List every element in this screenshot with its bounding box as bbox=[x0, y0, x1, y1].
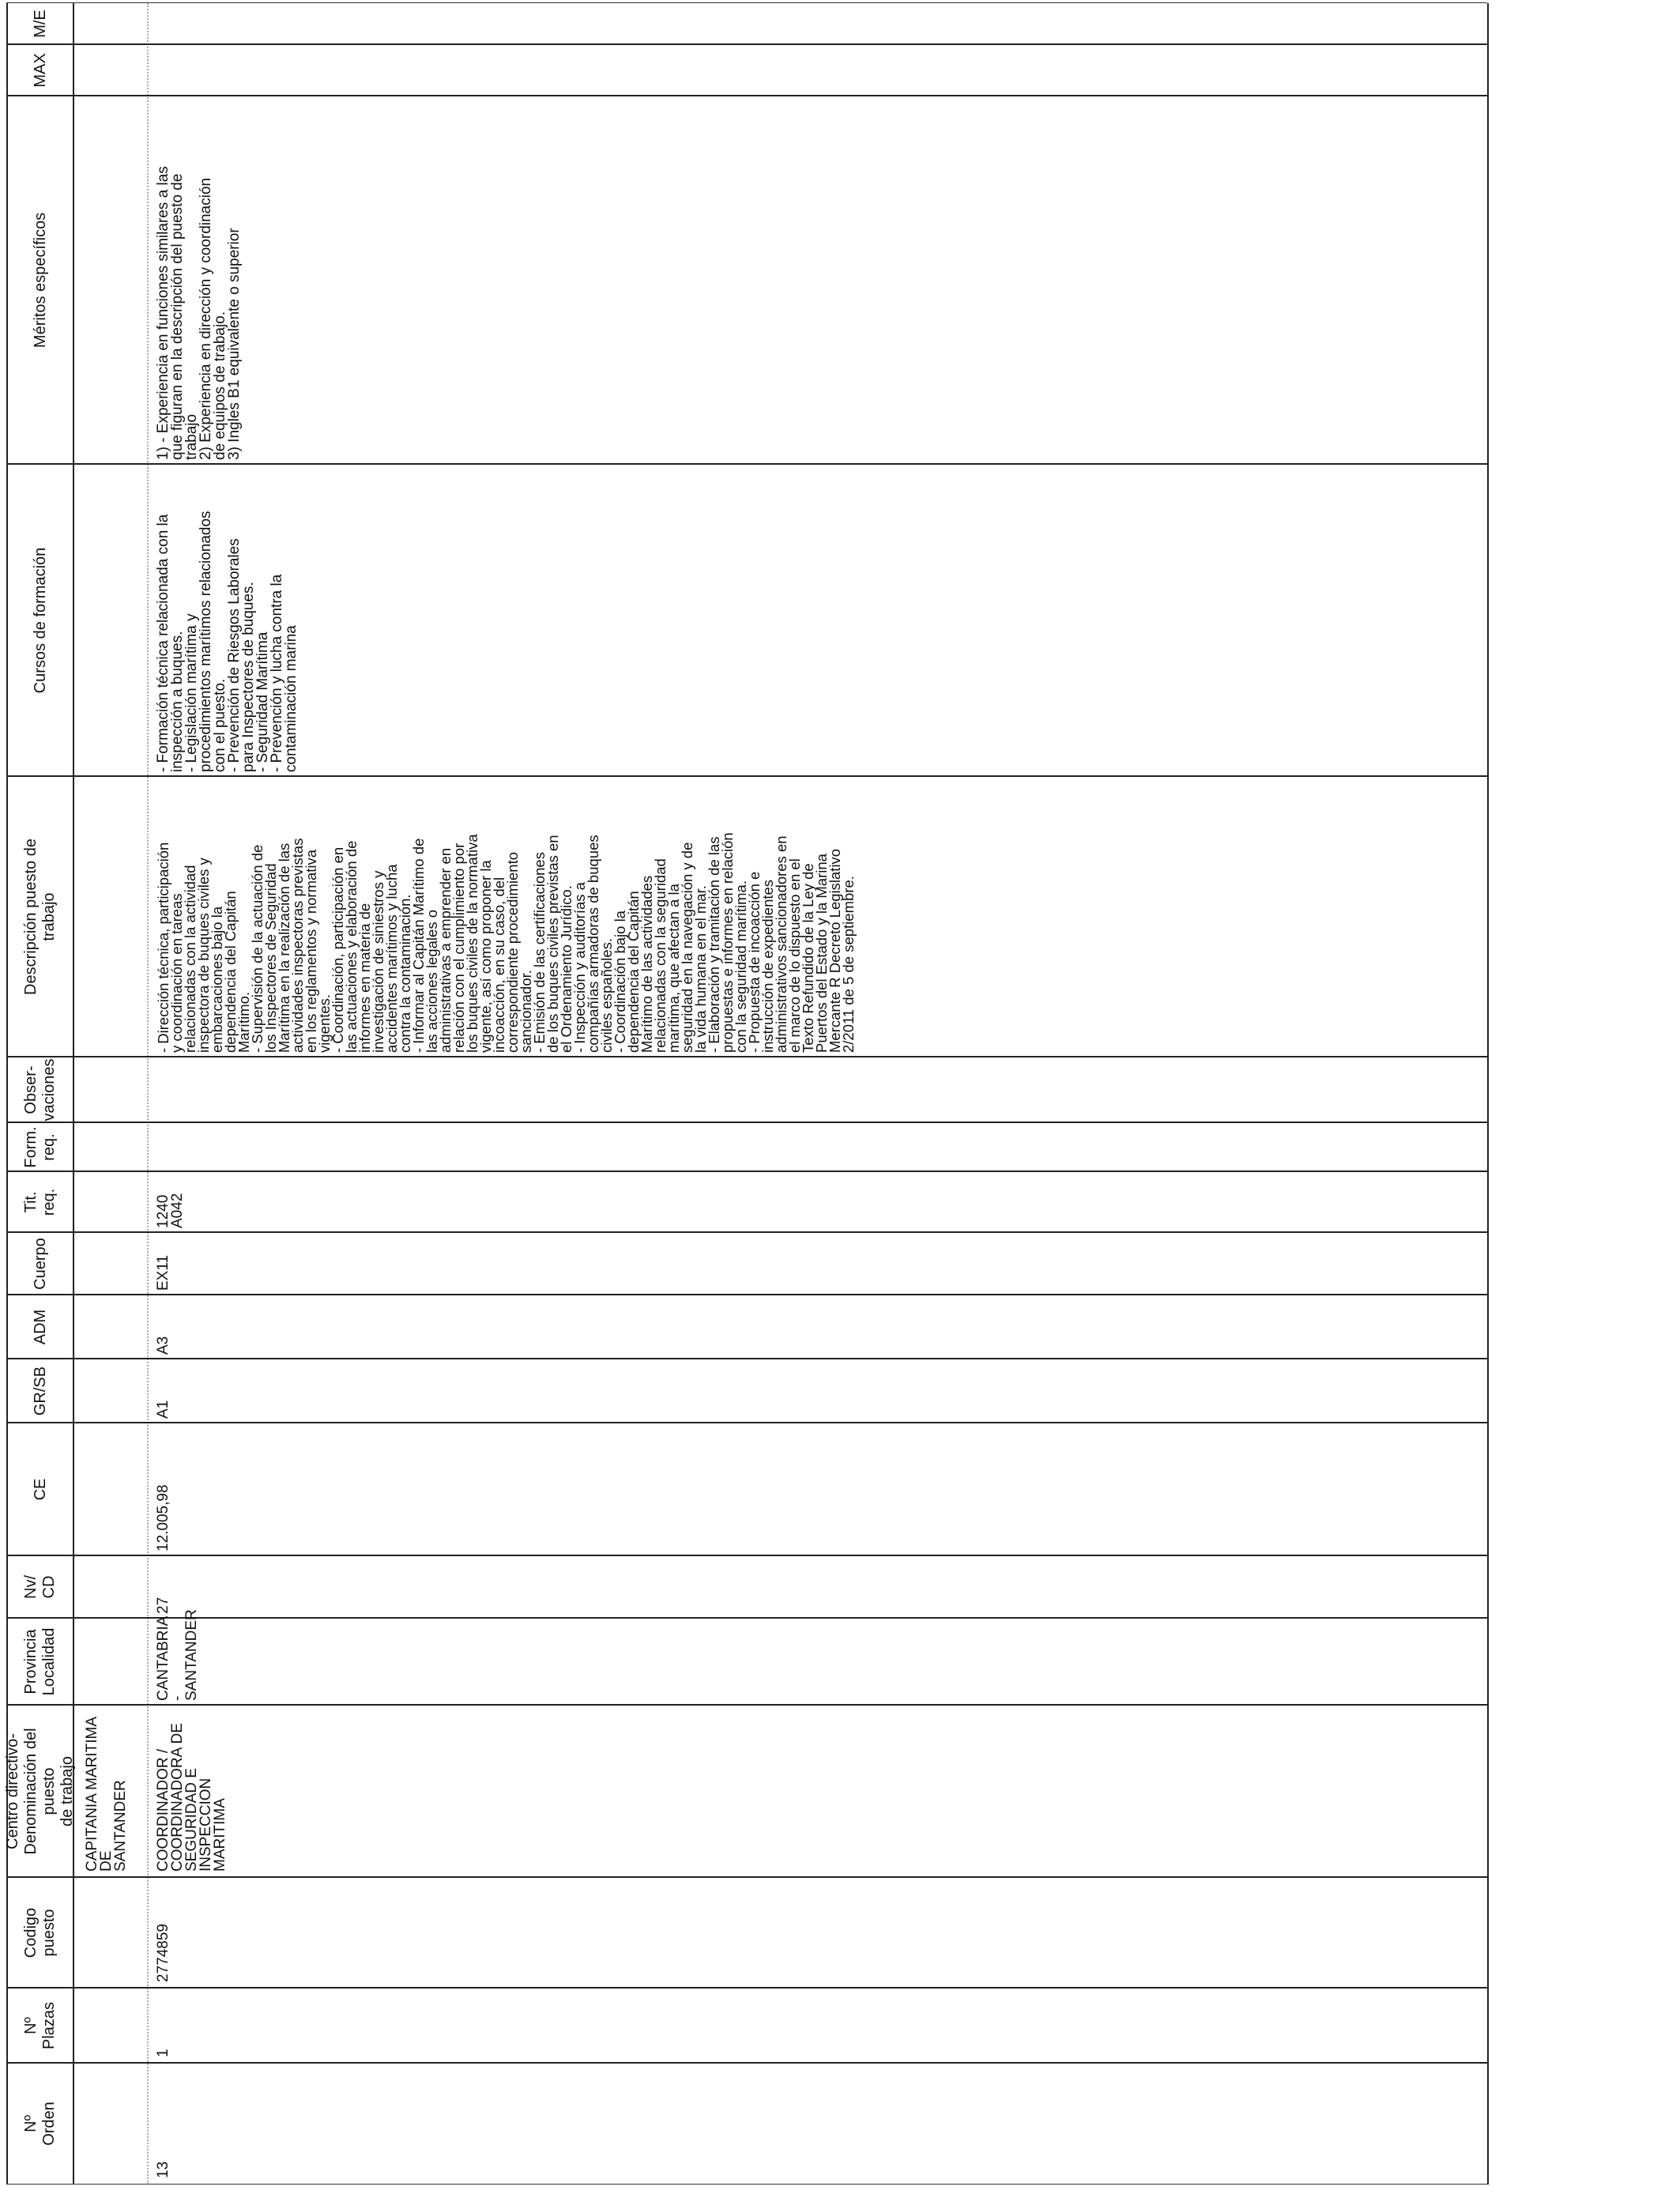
header-orden: Nº Orden bbox=[22, 2102, 58, 2146]
row-denominacion-puesto: COORDINADOR / COORDINADORA DE SEGURIDAD E INSPECCION MARITIMA bbox=[155, 1723, 228, 1872]
row-m-e bbox=[155, 5, 186, 43]
row-orden: 13 bbox=[155, 2161, 171, 2178]
header-observaciones: Obser- vaciones bbox=[22, 1058, 58, 1122]
col-rule bbox=[6, 2062, 1487, 2064]
row-codigo-puesto: 2774859 bbox=[155, 1924, 171, 1982]
row-titulacion: 1240 A042 bbox=[155, 1193, 186, 1228]
header-descripcion-puesto: Descripción puesto de trabajo bbox=[22, 839, 58, 995]
col-rule bbox=[6, 1704, 1487, 1706]
row-meritos-especificos: 1) - Experiencia en funciones similares a las que figuran en la descripción del puesto de trabajo 2) Experiencia en dirección y coordinación de equipos de trabajo. 3) Ingles B1 equivalente o superior bbox=[155, 166, 243, 460]
col-rule bbox=[6, 2, 1487, 3]
col-rule bbox=[6, 1231, 1487, 1233]
col-rule bbox=[6, 1876, 1487, 1878]
header-titulacion: Tit. req. bbox=[22, 1188, 58, 1216]
section-divider bbox=[147, 3, 149, 2185]
col-rule bbox=[6, 463, 1487, 465]
row-gr-sb: A1 bbox=[155, 1400, 171, 1419]
col-rule bbox=[6, 2184, 1487, 2185]
header-formacion-req: Form. req. bbox=[22, 1126, 58, 1168]
col-rule bbox=[6, 95, 1487, 96]
row-cursos-formacion: - Formación técnica relacionada con la inspección a buques. - Legislación marítima y procedimientos marítimos relacionados con el puesto. - Prevención de Riesgos Laborales para Inspectores de buques. - Seguridad Marítima - Prevención y lucha contra la contaminación marina bbox=[155, 511, 299, 772]
header-meritos-especificos: Méritos específicos bbox=[31, 212, 49, 349]
header-codigo-puesto: Codigo puesto bbox=[22, 1907, 58, 1958]
col-rule bbox=[6, 1122, 1487, 1123]
row-ce: 12.005,98 bbox=[155, 1484, 171, 1551]
header-provincia-localidad: Provincia Localidad bbox=[22, 1627, 58, 1696]
header-cursos-formacion: Cursos de formación bbox=[31, 547, 49, 694]
col-rule bbox=[6, 43, 1487, 45]
col-rule bbox=[6, 1555, 1487, 1556]
col-rule bbox=[6, 1056, 1487, 1057]
header-gr-sb: GR/SB bbox=[31, 1366, 49, 1416]
table-bottom-border bbox=[1487, 3, 1489, 2185]
col-rule bbox=[6, 1294, 1487, 1295]
col-rule bbox=[6, 1171, 1487, 1172]
col-rule bbox=[6, 1987, 1487, 1989]
row-descripcion-puesto: - Dirección técnica, participación y coordinación en tareas relacionadas con la actividad inspectora de buques civiles y embarcaciones bajo la dependencia del Capitán Marítimo. - Supervisión de la actuación de los Inspectores de Seguridad Marítima en la realización de las actividades inspectoras previstas en los reglamentos y normativa vigentes. - Coordinación, participación en las actuaciones y elaboración de informes en materia de investigación de siniestros y accidentes marítimos y lucha contra la contaminación. - Informar al Capitán Marítimo de las acciones legales o administrativas a emprender en relación con el cumplimiento por los buques civiles de la normativa vigente, así como proponer la incoacción, en su caso, del correspondiente procedimiento sancionador. - Emisión de las certificaciones de los buques civiles previstas en el Ordenamiento Jurídico. - Inspección y auditorías a compañías armadoras de buques civiles españoles. - Coordinación bajo la dependencia del Capitán Marítimo de las actividades relacionadas con la seguridad marítima, que afectan a la seguridad en la navegación y de la vida humana en el mar. - Elaboración y tramitación de las propuestas e informes en relación con la seguridad marítima. - Propuesta de incoacción e instrucción de expedientes administrativos sancionadores en el marco de lo dispuesto en el Texto Refundido de la Ley de Puertos del Estado y la Marina Mercante R Decreto Legislativo 2/2011 de 5 de septiembre. bbox=[155, 832, 857, 1053]
header-centro-directivo: Centro directivo- Denominación del puesto de trabajo bbox=[4, 1728, 76, 1855]
col-rule bbox=[6, 1358, 1487, 1359]
row-cuerpo: EX11 bbox=[155, 1254, 171, 1291]
row-observaciones bbox=[155, 1059, 186, 1122]
header-adm: ADM bbox=[31, 1309, 49, 1345]
header-max: MAX bbox=[31, 53, 49, 88]
row-adm: A3 bbox=[155, 1336, 171, 1355]
row-max bbox=[155, 47, 186, 95]
row-plazas: 1 bbox=[155, 2049, 171, 2057]
header-nivel-cd: Nv/ CD bbox=[22, 1575, 58, 1599]
col-rule bbox=[6, 1422, 1487, 1423]
header-ce: CE bbox=[31, 1478, 49, 1501]
header-cuerpo: Cuerpo bbox=[31, 1238, 49, 1290]
section-centro-directivo: CAPITANIA MARITIMA DE SANTANDER bbox=[84, 1717, 129, 1872]
header-m-e: M/E bbox=[31, 9, 49, 38]
header-plazas: Nº Plazas bbox=[22, 2001, 58, 2050]
col-rule bbox=[6, 1617, 1487, 1619]
row-nivel-cd: 27 bbox=[155, 1596, 171, 1614]
row-formacion-req bbox=[155, 1125, 186, 1171]
col-rule bbox=[6, 775, 1487, 777]
row-provincia-localidad: CANTABRIA - SANTANDER bbox=[155, 1609, 200, 1701]
